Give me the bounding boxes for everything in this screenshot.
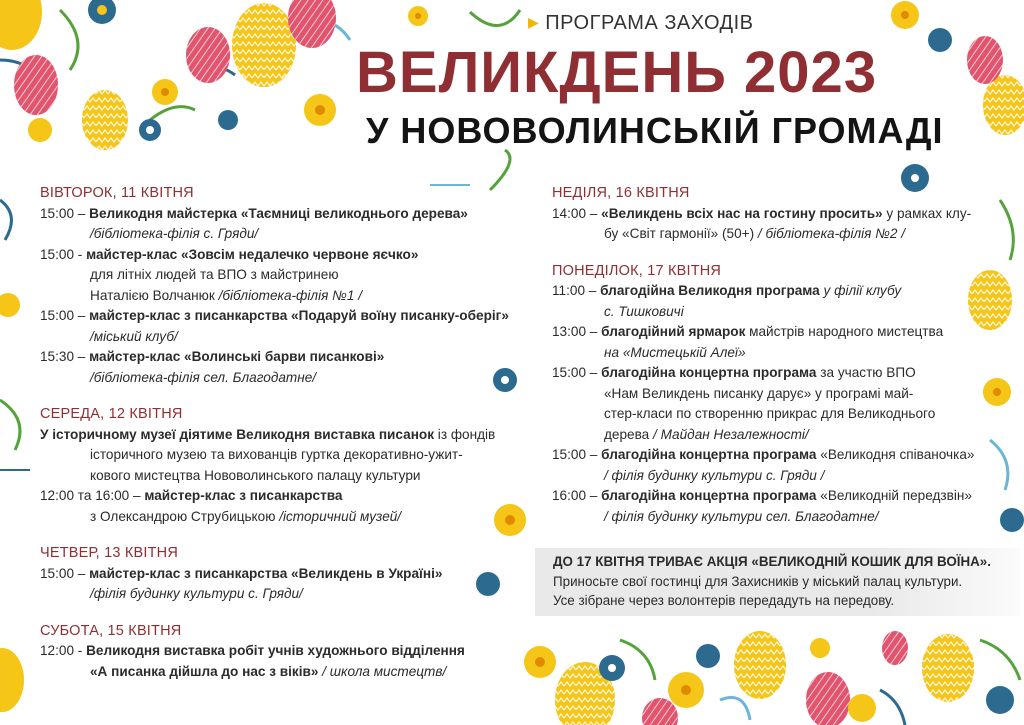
event-item: 12:00 та 16:00 – майстер-клас з писанкарства xyxy=(40,488,343,503)
event-detail: для літніх людей та ВПО з майстринею xyxy=(90,267,339,282)
promo-text: Приносьте свої гостинці для Захисників у міський палац культури. xyxy=(553,573,963,589)
event-item: 15:00 – благодійна концертна програма «Великодня співаночка» xyxy=(552,447,975,462)
event-detail: Наталією Волчанюк /бібліотека-філія №1 / xyxy=(90,287,362,303)
event-place: / філія будинку культури сел. Благодатне/ xyxy=(604,508,879,524)
day-heading: ВІВТОРОК, 11 КВІТНЯ xyxy=(40,185,194,201)
event-detail: «Нам Великдень писанку дарує» у програмі май- xyxy=(604,385,914,401)
page-title-2: У НОВОВОЛИНСЬКІЙ ГРОМАДІ xyxy=(366,110,944,151)
event-item: 15:00 – майстер-клас з писанкарства «Подаруй воїну писанку-оберіг» xyxy=(40,308,509,323)
event-detail: дерева / Майдан Незалежності/ xyxy=(604,426,809,442)
event-detail: «А писанка дійшла до нас з віків» / школа мистецтв/ xyxy=(90,663,447,679)
event-item: 16:00 – благодійна концертна програма «Великодній передзвін» xyxy=(552,488,972,503)
event-detail: історичного музею та вихованців гуртка декоративно-ужит- xyxy=(90,447,463,462)
day-heading: СЕРЕДА, 12 КВІТНЯ xyxy=(40,406,183,422)
event-item: 15:00 – Великодня майстерка «Таємниці великоднього дерева» xyxy=(40,205,468,221)
event-detail: кового мистецтва Нововолинського палацу культури xyxy=(90,467,421,483)
event-item: 15:00 – благодійна концертна програма за участю ВПО xyxy=(552,365,916,380)
event-place: с. Тишковичі xyxy=(604,303,684,319)
flower-icon xyxy=(524,638,1014,722)
event-item: 13:00 – благодійний ярмарок майстрів народного мистецтва xyxy=(552,324,944,339)
event-item: 12:00 - Великодня виставка робіт учнів художнього відділення xyxy=(40,643,465,658)
event-place: / філія будинку культури с. Гряди / xyxy=(604,467,825,483)
easter-egg-icon xyxy=(0,648,24,712)
event-place: на «Мистецькій Алеї» xyxy=(604,344,746,360)
page-title: ВЕЛИКДЕНЬ 2023 xyxy=(356,40,878,105)
event-place: /міський клуб/ xyxy=(90,328,178,344)
schedule-right xyxy=(552,183,1012,527)
easter-egg-icon xyxy=(555,631,974,725)
day-heading: ПОНЕДІЛОК, 17 КВІТНЯ xyxy=(552,262,722,279)
leaf-icon xyxy=(620,640,1020,725)
event-place: /філія будинку культури с. Гряди/ xyxy=(90,586,303,601)
leaf-icon xyxy=(0,10,350,120)
promo-text: Усе зібране через волонтерів передадуть на передову. xyxy=(553,593,895,608)
promo-box xyxy=(535,548,1020,616)
page-subtitle: ▶ ПРОГРАМА ЗАХОДІВ xyxy=(528,12,754,34)
easter-egg-icon xyxy=(0,0,336,150)
triangle-icon: ▶ xyxy=(528,14,540,30)
event-detail: стер-класи по створенню прикрас для Великоднього xyxy=(604,406,936,421)
event-detail: з Олександрою Струбицькою /історичний музей/ xyxy=(90,508,402,524)
event-item: 14:00 – «Великдень всіх нас на гостину просить» у рамках клу- xyxy=(552,205,972,221)
event-item: 15:00 – майстер-клас з писанкарства «Великдень в Україні» xyxy=(40,565,443,581)
promo-title: ДО 17 КВІТНЯ ТРИВАЄ АКЦІЯ «ВЕЛИКОДНІЙ КОШИК ДЛЯ ВОЇНА». xyxy=(553,554,991,569)
leaf-icon xyxy=(0,200,30,470)
event-detail: бу «Світ гармонії» (50+) / бібліотека-філія №2 / xyxy=(604,226,906,241)
day-heading: ЧЕТВЕР, 13 КВІТНЯ xyxy=(40,545,179,561)
flower-icon xyxy=(28,0,336,142)
event-item: 11:00 – благодійна Великодня програма у філії клубу xyxy=(552,283,902,298)
schedule-left xyxy=(40,183,520,682)
event-place: /бібліотека-філія сел. Благодатне/ xyxy=(90,369,317,385)
event-item: 15:30 – майстер-клас «Волинські барви писанкові» xyxy=(40,349,385,364)
event-item: У історичному музеї діятиме Великодня виставка писанок із фондів xyxy=(40,426,496,442)
event-place: /бібліотека-філія с. Гряди/ xyxy=(90,226,259,241)
day-heading: СУБОТА, 15 КВІТНЯ xyxy=(40,622,182,639)
day-heading: НЕДІЛЯ, 16 КВІТНЯ xyxy=(552,185,690,201)
event-item: 15:00 - майстер-клас «Зовсім недалечко червоне яєчко» xyxy=(40,246,419,262)
